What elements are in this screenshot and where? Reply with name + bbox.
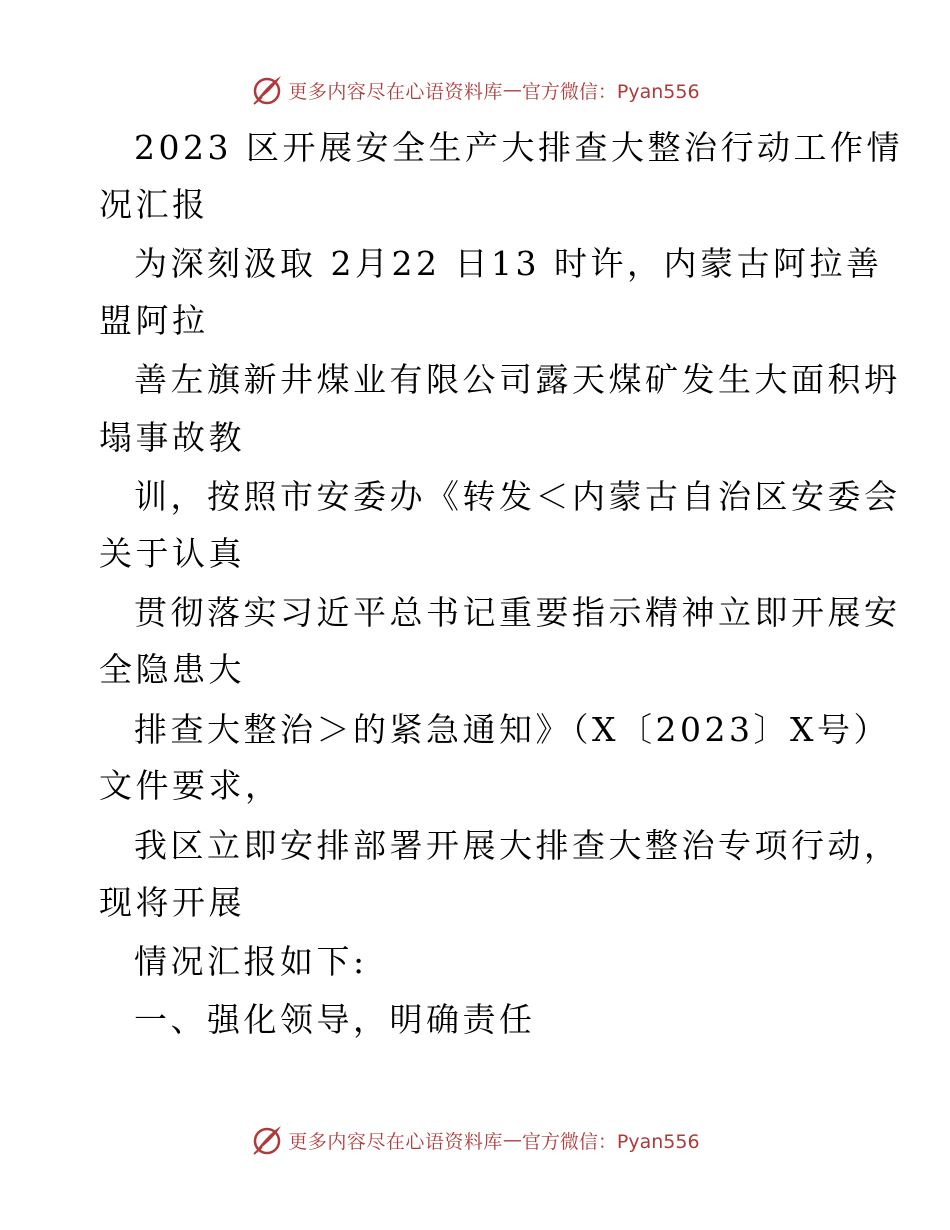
quill-circle-icon: [250, 1123, 284, 1157]
watermark-wechat-text: 官方微信：Pyan556: [521, 80, 700, 103]
paragraph-line: 我区立即安排部署开展大排查大整治专项行动，: [134, 826, 901, 865]
document-title-line-2: 况汇报: [99, 185, 209, 224]
paragraph-line: 盟阿拉: [99, 301, 209, 340]
watermark-main-text: 更多内容尽在心语资料库: [288, 80, 503, 103]
paragraph-line: 文件要求，: [99, 766, 282, 805]
paragraph-line: 贯彻落实习近平总书记重要指示精神立即开展安: [134, 593, 901, 632]
watermark-dash: —: [502, 1129, 522, 1151]
paragraph-line: 塌事故教: [99, 418, 245, 457]
header-watermark: [0, 70, 950, 110]
paragraph-line: 全隐患大: [99, 650, 245, 689]
footer-watermark: [0, 1120, 950, 1160]
paragraph-line: 现将开展: [99, 883, 245, 922]
paragraph-line: 为深刻汲取 2月22 日13 时许，内蒙古阿拉善: [134, 244, 883, 283]
section-heading: 一、强化领导，明确责任: [134, 1000, 536, 1039]
watermark-wechat-text: 官方微信：Pyan556: [521, 1130, 700, 1153]
paragraph-line: 关于认真: [99, 534, 245, 573]
quill-circle-icon: [250, 73, 284, 107]
paragraph-line: 训，按照市安委办《转发＜内蒙古自治区安委会: [134, 477, 901, 516]
paragraph-line: 情况汇报如下:: [134, 942, 368, 981]
document-title-line-1: 2023 区开展安全生产大排查大整治行动工作情: [134, 128, 903, 167]
paragraph-line: 排查大整治＞的紧急通知》（X〔2023〕X号）: [134, 710, 890, 749]
watermark-dash: —: [502, 79, 522, 101]
watermark-main-text: 更多内容尽在心语资料库: [288, 1130, 503, 1153]
paragraph-line: 善左旗新井煤业有限公司露天煤矿发生大面积坍: [134, 360, 901, 399]
